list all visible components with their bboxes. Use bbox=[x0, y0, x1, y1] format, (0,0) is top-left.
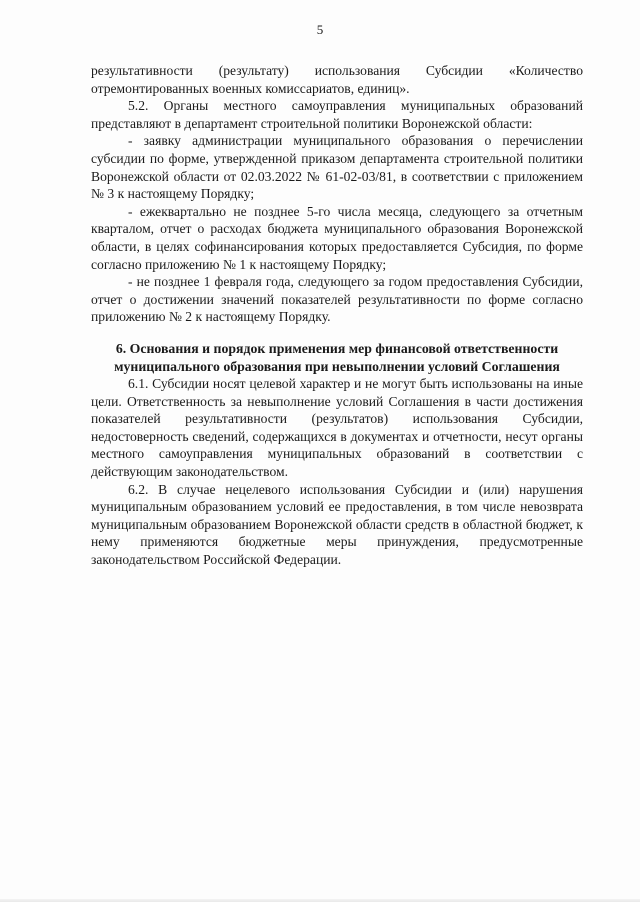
paragraph-6-1: 6.1. Субсидии носят целевой характер и не могут быть использованы на иные цели. Ответственность за невыполнение условий Соглашения в части достижения показателей результативности (результатов) использования Субсидии, недостоверность сведений, содержащихся в документах и отчетности, несут органы местного самоуправления муниципальных образований в соответствии с действующим законодательством. bbox=[91, 376, 583, 480]
list-item-annual-report: - не позднее 1 февраля года, следующего за годом предоставления Субсидии, отчет о достижении значений показателей результативности по форме согласно приложению № 2 к настоящему Порядку. bbox=[91, 274, 583, 325]
paragraph-continuation: результативности (результату) использования Субсидии «Количество отремонтированных военных комиссариатов, единиц». bbox=[91, 63, 583, 96]
paragraph-5-2: 5.2. Органы местного самоуправления муниципальных образований представляют в департамент строительной политики Воронежской области: bbox=[91, 98, 583, 131]
list-item-application: - заявку администрации муниципального образования о перечислении субсидии по форме, утвержденной приказом департамента строительной политики Воронежской области от 02.03.2022 № 61-02-03/81, в соответствии с приложением № 3 к настоящему Порядку; bbox=[91, 133, 583, 202]
section-6-heading: 6. Основания и порядок применения мер финансовой ответственности муниципального образования при невыполнении условий Соглашения bbox=[114, 340, 560, 374]
paragraph-6-2: 6.2. В случае нецелевого использования Субсидии и (или) нарушения муниципальным образованием условий ее предоставления, в том числе невозврата муниципальным образованием Воронежской области средств в областной бюджет, к нему применяются бюджетные меры принуждения, предусмотренные законодательством Российской Федерации. bbox=[91, 481, 583, 568]
page-number: 5 bbox=[316, 22, 324, 37]
list-item-quarterly-report: - ежеквартально не позднее 5-го числа месяца, следующего за отчетным кварталом, отчет о расходах бюджета муниципального образования Воронежской области, в целях софинансирования которых предоставляется Субсидия, по форме согласно приложению № 1 к настоящему Порядку; bbox=[91, 203, 583, 272]
document-body bbox=[91, 62, 583, 569]
